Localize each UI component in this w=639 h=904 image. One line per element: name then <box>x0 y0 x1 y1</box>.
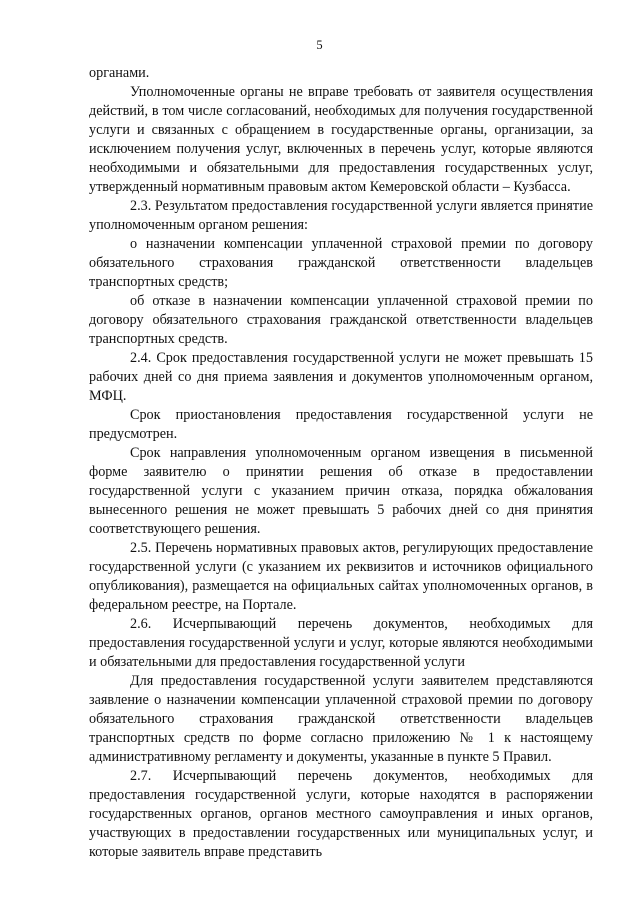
paragraph: 2.5. Перечень нормативных правовых актов, регулирующих предоставление государственной услуги (с указанием их реквизитов и источников официального опубликования), размещается на официальных сайтах уполномоченных органов, в федеральном реестре, на Портале. <box>89 540 593 613</box>
paragraph: 2.7. Исчерпывающий перечень документов, необходимых для предоставления государственной услуги, которые находятся в распоряжении государственных органов, органов местного самоуправления и иных органов, участвующих в предоставлении государственных или муниципальных услуг, и которые заявитель вправе представить <box>89 768 593 860</box>
paragraph: Уполномоченные органы не вправе требовать от заявителя осуществления действий, в том числе согласований, необходимых для получения государственной услуги и связанных с обращением в государственные органы, организации, за исключением получения услуг, включенных в перечень услуг, которые являются необходимыми и обязательными для предоставления государственных услуг, утвержденный нормативным правовым актом Кемеровской области – Кузбасса. <box>89 84 593 195</box>
paragraph: Для предоставления государственной услуги заявителем представляются заявление о назначении компенсации уплаченной страховой премии по договору обязательного страхования гражданской ответственности владельцев транспортных средств по форме согласно приложению № 1 к настоящему административному регламенту и документы, указанные в пункте 5 Правил. <box>89 673 593 765</box>
paragraph: о назначении компенсации уплаченной страховой премии по договору обязательного страхования гражданской ответственности владельцев транспортных средств; <box>89 236 593 290</box>
paragraph: Срок приостановления предоставления государственной услуги не предусмотрен. <box>89 407 593 442</box>
paragraph: 2.3. Результатом предоставления государственной услуги является принятие уполномоченным органом решения: <box>89 198 593 233</box>
paragraph: 2.6. Исчерпывающий перечень документов, необходимых для предоставления государственной услуги и услуг, которые являются необходимыми и обязательными для предоставления государственной услуги <box>89 616 593 670</box>
paragraph: Срок направления уполномоченным органом извещения в письменной форме заявителю о принятии решения об отказе в предоставлении государственной услуги с указанием причин отказа, порядка обжалования вынесенного решения не может превышать 5 рабочих дней со дня принятия соответствующего решения. <box>89 445 593 537</box>
paragraph: об отказе в назначении компенсации уплаченной страховой премии по договору обязательного страхования гражданской ответственности владельцев транспортных средств. <box>89 293 593 347</box>
paragraph: органами. <box>89 65 150 81</box>
page-number: 5 <box>316 38 323 52</box>
paragraph: 2.4. Срок предоставления государственной услуги не может превышать 15 рабочих дней со дня приема заявления и документов уполномоченным органом, МФЦ. <box>89 350 593 404</box>
body-text <box>89 64 593 862</box>
